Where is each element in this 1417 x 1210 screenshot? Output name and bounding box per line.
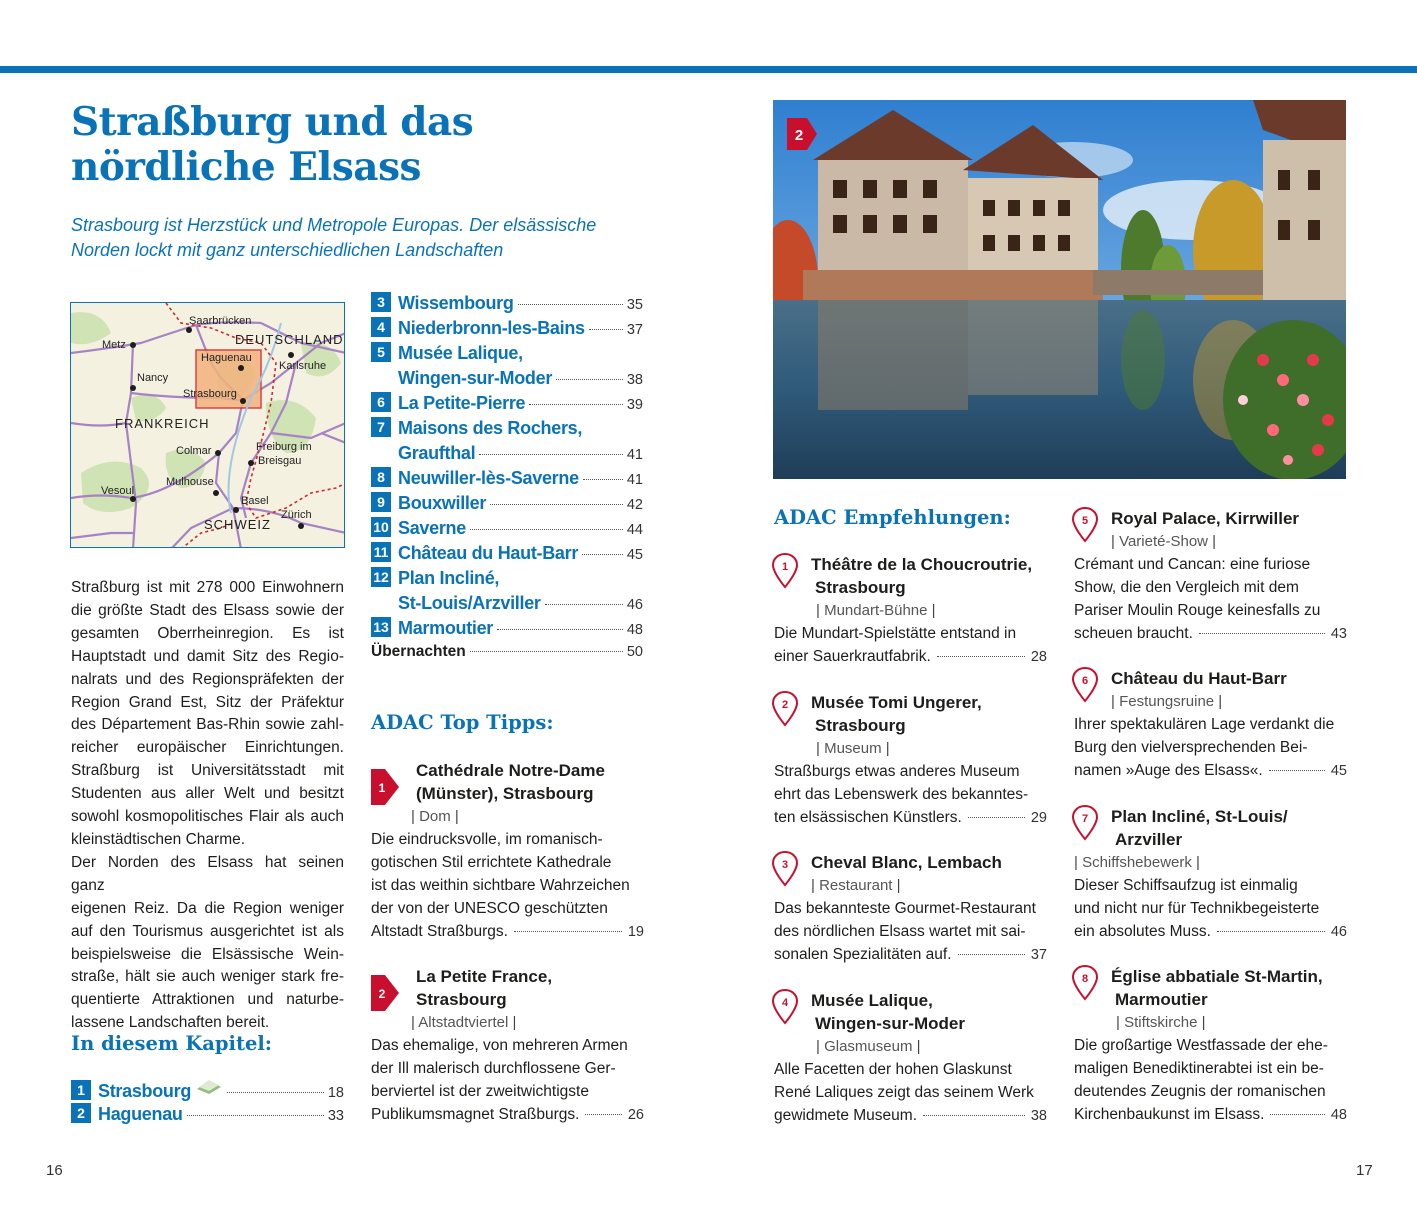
page-number-left: 16 xyxy=(46,1162,63,1179)
leader-dots xyxy=(1269,770,1325,771)
entry-text-line: Das ehemalige, von mehreren Armen xyxy=(371,1037,628,1054)
entry-text-last: namen »Auge des Elsass«. xyxy=(1074,762,1263,779)
toc-item-page: 42 xyxy=(626,497,643,513)
empfehlung-entry xyxy=(774,553,1047,669)
empfehlung-entry xyxy=(1074,667,1347,783)
entry-text-line: Die großartige Westfassade der ehe- xyxy=(1074,1037,1328,1054)
map-label-metz: Metz xyxy=(102,339,126,351)
entry-text xyxy=(1074,553,1347,646)
toc-item-number: 9 xyxy=(371,492,391,512)
toc-item-name: Niederbronn-les-Bains xyxy=(398,318,585,338)
entry-page: 28 xyxy=(1030,649,1047,665)
toc-item-number: 7 xyxy=(371,417,391,437)
toc-item[interactable] xyxy=(371,318,643,343)
toc-item-name-cont: Graufthal xyxy=(398,443,476,463)
entry-category xyxy=(774,1035,1047,1058)
intro-line: nalrats und des Regionspräfekten der xyxy=(71,670,344,688)
map-label-vesoul: Vesoul xyxy=(101,485,135,497)
entry-text-lastline xyxy=(1074,920,1347,944)
entry-text-last: ten elsässischen Künstlers. xyxy=(774,809,962,826)
intro-line: des Département Bas-Rhin sowie zahl- xyxy=(71,716,344,734)
map-label-nancy: Nancy xyxy=(137,372,169,384)
destination-toc xyxy=(371,293,643,668)
toc-item-page: 41 xyxy=(626,447,643,463)
intro-line: auf den Tourismus ausgerichtet ist als xyxy=(71,922,344,940)
entry-category xyxy=(371,805,644,828)
toc-item-page: 46 xyxy=(626,597,643,613)
entry-category xyxy=(1074,1011,1347,1034)
petite-france-photo xyxy=(773,100,1346,479)
entry-text-line: Crémant und Cancan: eine furiose xyxy=(1074,556,1311,573)
category-bar: | xyxy=(1191,854,1200,871)
leader-dots xyxy=(937,656,1025,657)
leader-dots xyxy=(227,1092,324,1093)
entry-category xyxy=(1074,690,1347,713)
entry-title: Musée Tomi Ungerer, xyxy=(811,693,982,712)
entry-text-line: Ihrer spektakulären Lage verdankt die xyxy=(1074,716,1335,733)
empfehlung-entry xyxy=(774,691,1047,830)
toc-item-number: 13 xyxy=(371,617,391,637)
toc-item-number: 3 xyxy=(371,292,391,312)
category-name: Schiffshebewerk xyxy=(1082,854,1192,871)
entry-text-lastline xyxy=(774,1104,1047,1128)
page-title: Straßburg und das nördliche Elsass xyxy=(71,99,474,190)
leader-dots xyxy=(923,1115,1025,1116)
intro-line: gesamten Oberrheinregion. Es ist xyxy=(71,624,344,642)
leader-dots xyxy=(470,651,623,652)
leader-dots xyxy=(585,1114,621,1115)
category-bar: | xyxy=(411,1014,419,1031)
empfehlung-entry xyxy=(1074,805,1347,944)
map-label-basel: Basel xyxy=(241,495,269,507)
intro-line: sowohl kosmopolitisches Flair als auch xyxy=(71,808,344,826)
leader-dots xyxy=(497,629,623,630)
map-label-frankreich: FRANKREICH xyxy=(115,416,210,431)
leader-dots xyxy=(545,604,623,605)
category-bar: | xyxy=(1208,533,1217,550)
map-pin-icon xyxy=(1072,507,1098,543)
intro-line: Studenten aus aller Welt und besitzt xyxy=(71,785,344,803)
entry-text-line: ehrt das Lebenswerk des bekanntes- xyxy=(774,786,1029,803)
intro-text xyxy=(71,577,344,1035)
entry-text-lastline xyxy=(774,806,1047,830)
entry-text xyxy=(774,760,1047,830)
toc-item-page: 48 xyxy=(626,622,643,638)
entry-text-line: René Laliques zeigt das seinem Werk xyxy=(774,1084,1034,1101)
category-bar: | xyxy=(892,877,901,894)
entry-page: 26 xyxy=(627,1107,644,1123)
category-name: Dom xyxy=(419,808,451,825)
empfehlung-entry xyxy=(1074,507,1347,646)
entry-text xyxy=(1074,713,1347,783)
toc-item[interactable] xyxy=(371,468,643,493)
entry-number: 5 xyxy=(1081,515,1089,527)
toc-item-page: 39 xyxy=(626,397,643,413)
chapter-item[interactable] xyxy=(71,1079,344,1104)
intro-line: kleinstädtischen Charme. xyxy=(71,830,246,848)
entry-text-line: ist das weithin sichtbare Wahrzeichen xyxy=(371,877,630,894)
intro-line: Hauptstadt und damit Sitz des Regio- xyxy=(71,647,344,665)
map-label-zuerich: Zürich xyxy=(281,509,312,521)
leader-dots xyxy=(529,404,623,405)
intro-paragraph-1 xyxy=(71,577,344,852)
category-name: Museum xyxy=(824,740,882,757)
map-pin-icon xyxy=(772,553,798,589)
category-bar: | xyxy=(1214,693,1223,710)
intro-line: Region Grand Est, Sitz der Präfektur xyxy=(71,693,344,711)
entry-text-lastline xyxy=(371,920,644,944)
category-bar: | xyxy=(811,877,820,894)
entry-text-line: Alle Facetten der hohen Glaskunst xyxy=(774,1061,1012,1078)
intro-line: beispielsweise die Elsässische Wein- xyxy=(71,945,344,963)
leader-dots xyxy=(1270,1114,1324,1115)
toc-item-name: Marmoutier xyxy=(398,618,494,638)
leader-dots xyxy=(479,454,623,455)
chapter-list xyxy=(71,1079,344,1129)
toc-overnight[interactable] xyxy=(371,643,643,668)
toc-item-number: 4 xyxy=(371,317,391,337)
entry-text xyxy=(774,897,1047,967)
entry-text xyxy=(371,828,644,944)
map-label-schweiz: SCHWEIZ xyxy=(204,517,271,532)
entry-title: Église abbatiale St-Martin, xyxy=(1111,967,1323,986)
entry-text-lastline xyxy=(371,1103,644,1127)
entry-text xyxy=(774,1058,1047,1128)
toc-item-number: 5 xyxy=(371,342,391,362)
leader-dots xyxy=(968,817,1025,818)
category-bar: | xyxy=(411,808,420,825)
top-rule xyxy=(0,66,1417,73)
top-tipp-entry xyxy=(371,759,644,944)
empfehlung-entry xyxy=(1074,965,1347,1127)
toc-item-name: Bouxwiller xyxy=(398,493,487,513)
entry-text-last: einer Sauerkrautfabrik. xyxy=(774,648,931,665)
toc-item-page: 44 xyxy=(626,522,643,538)
entry-category xyxy=(774,737,1047,760)
chapter-item-name: Haguenau xyxy=(98,1104,183,1124)
toc-item-number: 6 xyxy=(371,392,391,412)
toc-item-continuation[interactable] xyxy=(371,593,643,618)
category-bar: | xyxy=(1111,533,1120,550)
entry-text-line: Pariser Moulin Rouge keinesfalls zu xyxy=(1074,602,1321,619)
category-name: Festungsruine xyxy=(1119,693,1215,710)
entry-number: 2 xyxy=(781,699,789,711)
entry-number: 1 xyxy=(378,781,386,795)
leader-dots xyxy=(514,931,622,932)
toc-item-number: 8 xyxy=(371,467,391,487)
page-number-right: 17 xyxy=(1356,1162,1373,1179)
chapter-heading: In diesem Kapitel: xyxy=(71,1032,272,1055)
entry-text-last: Altstadt Straßburgs. xyxy=(371,923,508,940)
category-bar: | xyxy=(1116,1014,1125,1031)
intro-line: lassene Landschaften bereit. xyxy=(71,1014,270,1032)
entry-title-cont: Strasbourg xyxy=(815,578,906,597)
entry-text xyxy=(1074,874,1347,944)
entry-page: 37 xyxy=(1030,947,1047,963)
map-pin-icon xyxy=(1072,805,1098,841)
intro-line: eigenen Reiz. Da die Region weniger xyxy=(71,899,344,917)
map-pin-icon xyxy=(772,851,798,887)
entry-page: 29 xyxy=(1030,810,1047,826)
entry-page: 19 xyxy=(627,924,644,940)
empfehlung-entry xyxy=(774,989,1047,1128)
category-bar: | xyxy=(912,1038,921,1055)
entry-text xyxy=(371,1034,644,1127)
entry-text-line: Burg den vielversprechenden Bei- xyxy=(1074,739,1308,756)
toc-item-name: Wissembourg xyxy=(398,293,514,313)
entry-number: 6 xyxy=(1081,675,1089,687)
entry-text xyxy=(774,622,1047,669)
entry-page: 45 xyxy=(1330,763,1347,779)
toc-item-name: Maisons des Rochers, xyxy=(398,418,583,438)
entry-text-line: gotischen Stil errichtete Kathedrale xyxy=(371,854,612,871)
map-label-colmar: Colmar xyxy=(176,445,212,457)
leader-dots xyxy=(582,554,623,555)
toc-item[interactable] xyxy=(371,543,643,568)
category-bar: | xyxy=(816,740,825,757)
entry-text-line: Das bekannteste Gourmet-Restaurant xyxy=(774,900,1036,917)
category-bar: | xyxy=(816,602,825,619)
category-bar: | xyxy=(927,602,936,619)
entry-page: 46 xyxy=(1330,924,1347,940)
entry-number: 2 xyxy=(378,987,386,1001)
category-name: Varieté-Show xyxy=(1119,533,1209,550)
entry-page: 43 xyxy=(1330,626,1347,642)
entry-category xyxy=(774,874,1047,897)
entry-title-cont: Strasbourg xyxy=(416,990,507,1009)
entry-text-line: berviertel ist der zweitwichtigste xyxy=(371,1083,589,1100)
guidebook-icon xyxy=(195,1077,223,1095)
toc-item-number: 10 xyxy=(371,517,391,537)
chapter-item-page: 33 xyxy=(327,1108,344,1124)
toc-item-number: 12 xyxy=(371,567,391,587)
chapter-item-page: 18 xyxy=(327,1085,344,1101)
entry-text-lastline xyxy=(1074,759,1347,783)
leader-dots xyxy=(1199,633,1325,634)
empfehlungen-heading: ADAC Empfehlungen: xyxy=(774,506,1011,529)
leader-dots xyxy=(958,954,1025,955)
toc-item-name-cont: St-Louis/Arzviller xyxy=(398,593,541,613)
entry-text-last: gewidmete Museum. xyxy=(774,1107,918,1124)
entry-title: Château du Haut-Barr xyxy=(1111,669,1287,688)
toc-item-continuation[interactable] xyxy=(371,368,643,393)
category-name: Glasmuseum xyxy=(824,1038,913,1055)
map-label-breisgau: Breisgau xyxy=(258,455,302,467)
toc-item[interactable] xyxy=(371,618,643,643)
toc-item[interactable] xyxy=(371,568,643,593)
entry-title-cont: (Münster), Strasbourg xyxy=(416,784,594,803)
entry-title: Cathédrale Notre-Dame xyxy=(416,761,605,780)
intro-line: reicher europäischer Einrichtungen. xyxy=(71,739,344,757)
map-pin-icon xyxy=(1072,667,1098,703)
entry-text xyxy=(1074,1034,1347,1127)
toc-item[interactable] xyxy=(371,493,643,518)
toc-item[interactable] xyxy=(371,393,643,418)
entry-text-line: Dieser Schiffsaufzug ist einmalig xyxy=(1074,877,1298,894)
photo-graphic xyxy=(773,100,1346,479)
page-subtitle: Strasbourg ist Herzstück und Metropole Europas. Der elsässische Norden lockt mit ganz unterschiedlichen Landschaften xyxy=(71,215,597,260)
leader-dots xyxy=(589,329,623,330)
entry-text-last: Publikumsmagnet Straßburgs. xyxy=(371,1106,580,1123)
chapter-item-number: 1 xyxy=(71,1080,91,1100)
entry-text-lastline xyxy=(774,943,1047,967)
toc-item-name: Neuwiller-lès-Saverne xyxy=(398,468,579,488)
entry-text-line: Straßburgs etwas anderes Museum xyxy=(774,763,1020,780)
top-tipps-heading: ADAC Top Tipps: xyxy=(371,711,554,734)
toc-item-name: La Petite-Pierre xyxy=(398,393,526,413)
chapter-item-name: Strasbourg xyxy=(98,1081,192,1101)
chapter-item-number: 2 xyxy=(71,1103,91,1123)
entry-page: 38 xyxy=(1030,1108,1047,1124)
toc-item[interactable] xyxy=(371,343,643,368)
toc-overnight-page: 50 xyxy=(626,644,643,660)
entry-text-last: scheuen braucht. xyxy=(1074,625,1193,642)
category-bar: | xyxy=(508,1014,517,1031)
category-name: Restaurant xyxy=(819,877,893,894)
entry-category xyxy=(1074,851,1347,874)
entry-number: 8 xyxy=(1081,973,1089,985)
leader-dots xyxy=(556,379,623,380)
intro-line: Straßburg ist mit 278 000 Einwohnern xyxy=(71,579,344,596)
map-label-deutschland: DEUTSCHLAND xyxy=(235,332,344,347)
entry-text-last: ein absolutes Muss. xyxy=(1074,923,1211,940)
tipp-arrow-icon xyxy=(371,971,401,1015)
entry-text-line: Die eindrucksvolle, im romanisch- xyxy=(371,831,603,848)
map-label-strasbourg: Strasbourg xyxy=(183,388,237,400)
intro-line: die größte Stadt des Elsass sowie der xyxy=(71,601,344,619)
map-pin-icon xyxy=(772,989,798,1025)
map-pin-icon xyxy=(1072,965,1098,1001)
entry-title: Musée Lalique, xyxy=(811,991,933,1010)
toc-item-page: 37 xyxy=(626,322,643,338)
entry-text-line: deutendes Zeugnis der romanischen xyxy=(1074,1083,1326,1100)
entry-text-line: Show, die den Vergleich mit dem xyxy=(1074,579,1299,596)
map-label-saarbruecken: Saarbrücken xyxy=(189,315,252,327)
entry-number: 7 xyxy=(1081,813,1089,825)
entry-category xyxy=(371,1011,644,1034)
entry-number: 1 xyxy=(781,561,789,573)
entry-number: 3 xyxy=(781,859,789,871)
entry-text-line: der Ill malerisch durchflossene Ger- xyxy=(371,1060,616,1077)
entry-text-lastline xyxy=(774,645,1047,669)
intro-line: quentierte Attraktionen und naturbe- xyxy=(71,991,344,1009)
toc-item-page: 35 xyxy=(626,297,643,313)
tipp-arrow-icon xyxy=(371,765,401,809)
chapter-item[interactable] xyxy=(71,1104,344,1129)
entry-category xyxy=(1074,530,1347,553)
toc-overnight-name: Übernachten xyxy=(371,643,466,660)
toc-item-continuation[interactable] xyxy=(371,443,643,468)
entry-text-line: des nördlichen Elsass wartet mit sai- xyxy=(774,923,1026,940)
entry-title-cont: Marmoutier xyxy=(1115,990,1208,1009)
map-label-freiburg: Freiburg im xyxy=(256,441,312,453)
category-bar: | xyxy=(816,1038,825,1055)
leader-dots xyxy=(1217,931,1325,932)
toc-item-number: 11 xyxy=(371,542,391,562)
toc-item-name-cont: Wingen-sur-Moder xyxy=(398,368,553,388)
toc-item-page: 41 xyxy=(626,472,643,488)
entry-title: Cheval Blanc, Lembach xyxy=(811,853,1002,872)
category-name: Stiftskirche xyxy=(1124,1014,1198,1031)
entry-text-lastline xyxy=(1074,622,1347,646)
toc-item-name: Saverne xyxy=(398,518,466,538)
entry-category xyxy=(774,599,1047,622)
entry-text-line: der von der UNESCO geschützten xyxy=(371,900,608,917)
top-tipp-entry xyxy=(371,965,644,1127)
entry-text-line: maligen Benediktinerabtei ist ein be- xyxy=(1074,1060,1324,1077)
intro-line: straße, hält sie auch weniger stark fre- xyxy=(71,968,344,986)
entry-title-cont: Strasbourg xyxy=(815,716,906,735)
empfehlung-entry xyxy=(774,851,1047,967)
toc-item-page: 45 xyxy=(626,547,643,563)
entry-text-last: Kirchenbaukunst im Elsass. xyxy=(1074,1106,1265,1123)
category-bar: | xyxy=(881,740,890,757)
entry-title-cont: Arzviller xyxy=(1115,830,1183,849)
entry-number: 4 xyxy=(781,997,789,1009)
category-bar: | xyxy=(450,808,459,825)
toc-item[interactable] xyxy=(371,418,643,443)
entry-text-lastline xyxy=(1074,1103,1347,1127)
entry-text-last: sonalen Spezialitäten auf. xyxy=(774,946,952,963)
entry-text-line: und nicht nur für Technikbegeisterte xyxy=(1074,900,1320,917)
leader-dots xyxy=(490,504,623,505)
entry-title: Plan Incliné, St-Louis/ xyxy=(1111,807,1288,826)
map-pin-icon xyxy=(772,691,798,727)
map-label-haguenau: Haguenau xyxy=(201,352,252,364)
entry-page: 48 xyxy=(1330,1107,1347,1123)
toc-item-page: 38 xyxy=(626,372,643,388)
photo-badge: 2 xyxy=(794,127,804,144)
entry-title: Royal Palace, Kirrwiller xyxy=(1111,509,1300,528)
category-bar: | xyxy=(1074,854,1083,871)
category-bar: | xyxy=(1111,693,1120,710)
leader-dots xyxy=(187,1115,324,1116)
entry-title-cont: Wingen-sur-Moder xyxy=(815,1014,966,1033)
category-bar: | xyxy=(1197,1014,1206,1031)
intro-line: Der Norden des Elsass hat seinen ganz xyxy=(71,853,344,894)
entry-title: Théâtre de la Choucroutrie, xyxy=(811,555,1033,574)
region-map xyxy=(70,302,345,548)
toc-item-name: Plan Incliné, xyxy=(398,568,500,588)
category-name: Altstadtviertel xyxy=(418,1014,509,1031)
entry-title: La Petite France, xyxy=(416,967,553,986)
intro-paragraph-2 xyxy=(71,852,344,1035)
map-label-mulhouse: Mulhouse xyxy=(166,476,214,488)
toc-item-name: Musée Lalique, xyxy=(398,343,523,363)
intro-line: Straßburg ist Universitätsstadt mit xyxy=(71,762,344,780)
entry-text-line: Die Mundart-Spielstätte entstand in xyxy=(774,625,1017,642)
category-name: Mundart-Bühne xyxy=(824,602,928,619)
leader-dots xyxy=(470,529,623,530)
leader-dots xyxy=(583,479,623,480)
toc-item[interactable] xyxy=(371,293,643,318)
toc-item[interactable] xyxy=(371,518,643,543)
toc-item-name: Château du Haut-Barr xyxy=(398,543,579,563)
leader-dots xyxy=(518,304,623,305)
map-label-karlsruhe: Karlsruhe xyxy=(279,360,327,372)
